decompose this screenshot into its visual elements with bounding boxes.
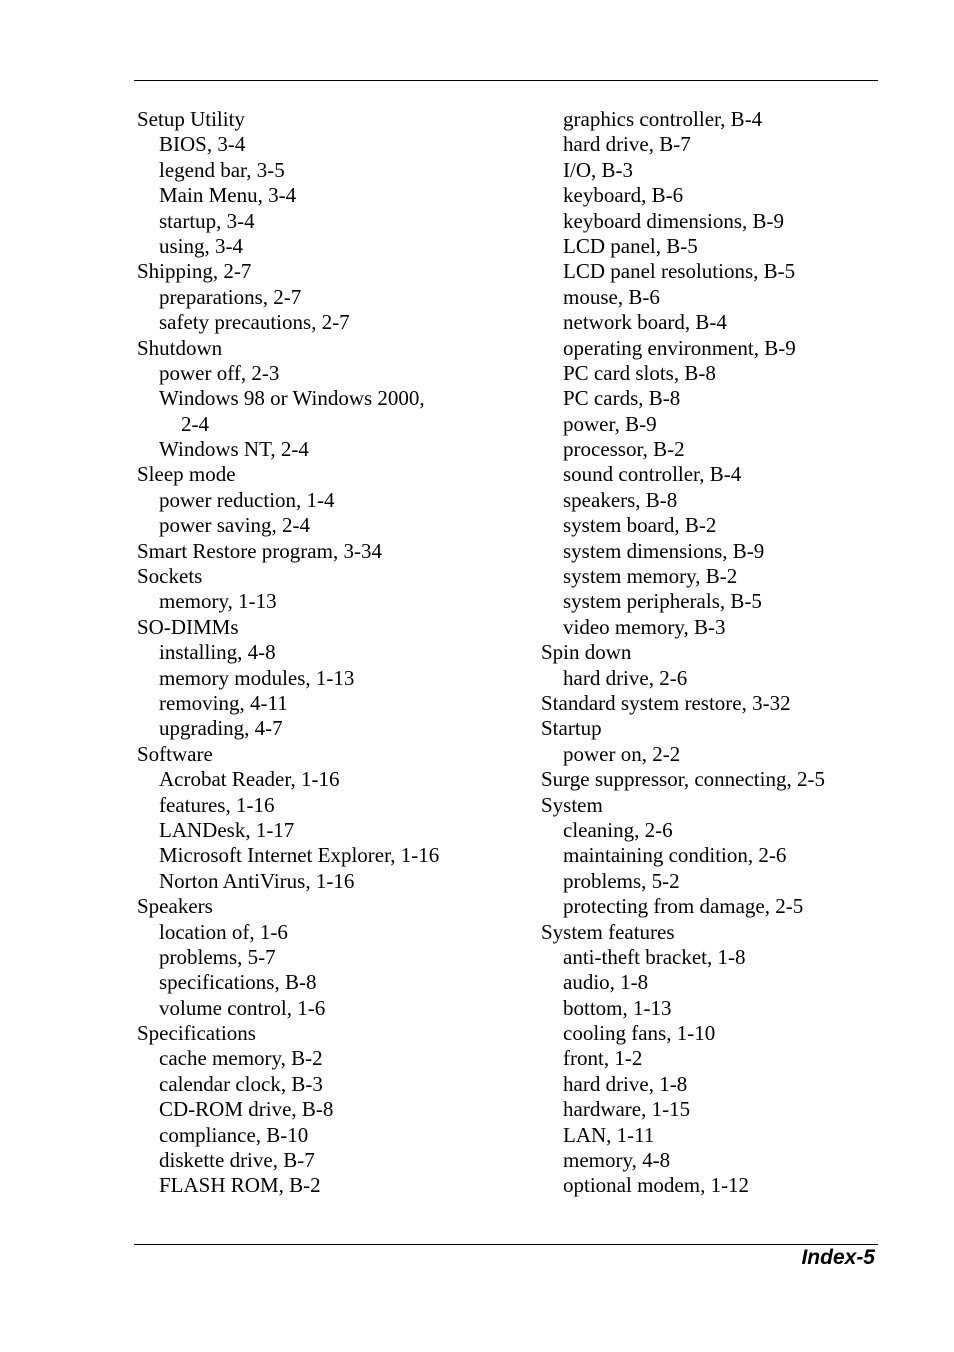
index-subentry: power saving, 2-4: [159, 513, 311, 538]
index-main-entry: Software: [137, 741, 213, 766]
index-column-right: [541, 107, 871, 1199]
index-subentry: features, 1-16: [159, 792, 275, 817]
index-subentry: Windows NT, 2-4: [159, 437, 309, 462]
index-main-entry: Shipping, 2-7: [137, 259, 252, 284]
index-subentry: removing, 4-11: [159, 690, 288, 715]
index-subentry: system memory, B-2: [563, 564, 738, 589]
index-subentry: I/O, B-3: [563, 157, 633, 182]
index-main-entry: Spin down: [541, 640, 632, 665]
index-subentry: upgrading, 4-7: [159, 716, 283, 741]
header-rule: [134, 80, 878, 81]
index-subentry: keyboard, B-6: [563, 183, 684, 208]
index-subentry: Microsoft Internet Explorer, 1-16: [159, 843, 440, 868]
index-subentry: calendar clock, B-3: [159, 1071, 323, 1096]
index-subentry: hard drive, 1-8: [563, 1071, 688, 1096]
index-subentry: network board, B-4: [563, 310, 727, 335]
index-subentry: front, 1-2: [563, 1046, 643, 1071]
index-subentry: maintaining condition, 2-6: [563, 843, 787, 868]
index-subentry: Windows 98 or Windows 2000,: [159, 386, 425, 411]
index-subentry: PC cards, B-8: [563, 386, 681, 411]
index-subentry: Main Menu, 3-4: [159, 183, 297, 208]
index-main-entry: Shutdown: [137, 335, 223, 360]
index-subentry: bottom, 1-13: [563, 995, 672, 1020]
index-subentry: specifications, B-8: [159, 970, 317, 995]
index-subentry: sound controller, B-4: [563, 462, 742, 487]
index-subentry: legend bar, 3-5: [159, 157, 285, 182]
index-subentry: memory, 4-8: [563, 1148, 671, 1173]
index-subentry: system dimensions, B-9: [563, 538, 765, 563]
index-subentry: PC card slots, B-8: [563, 360, 716, 385]
index-subentry: speakers, B-8: [563, 487, 678, 512]
index-subentry: CD-ROM drive, B-8: [159, 1097, 334, 1122]
index-subentry: processor, B-2: [563, 437, 685, 462]
index-subentry: memory, 1-13: [159, 589, 277, 614]
index-subentry: Norton AntiVirus, 1-16: [159, 868, 355, 893]
index-subentry: FLASH ROM, B-2: [159, 1173, 321, 1198]
index-main-entry: Smart Restore program, 3-34: [137, 538, 382, 563]
index-subentry: preparations, 2-7: [159, 284, 302, 309]
index-subentry: using, 3-4: [159, 233, 243, 258]
index-subentry: 2-4: [181, 411, 209, 436]
index-subentry: power on, 2-2: [563, 741, 681, 766]
index-subentry: LANDesk, 1-17: [159, 817, 295, 842]
index-subentry: protecting from damage, 2-5: [563, 894, 804, 919]
index-subentry: power, B-9: [563, 411, 657, 436]
index-subentry: BIOS, 3-4: [159, 132, 246, 157]
index-main-entry: System: [541, 792, 603, 817]
index-subentry: mouse, B-6: [563, 284, 660, 309]
index-subentry: startup, 3-4: [159, 208, 255, 233]
index-subentry: LCD panel, B-5: [563, 233, 698, 258]
index-main-entry: Surge suppressor, connecting, 2-5: [541, 767, 825, 792]
index-subentry: anti-theft bracket, 1-8: [563, 944, 746, 969]
index-subentry: cache memory, B-2: [159, 1046, 323, 1071]
index-subentry: memory modules, 1-13: [159, 665, 355, 690]
index-main-entry: Sleep mode: [137, 462, 236, 487]
index-main-entry: System features: [541, 919, 675, 944]
index-subentry: graphics controller, B-4: [563, 107, 763, 131]
index-subentry: diskette drive, B-7: [159, 1148, 315, 1173]
index-main-entry: SO-DIMMs: [137, 614, 239, 639]
index-subentry: video memory, B-3: [563, 614, 726, 639]
index-main-entry: Setup Utility: [137, 107, 245, 131]
index-subentry: LAN, 1-11: [563, 1122, 655, 1147]
index-column-left: [137, 107, 527, 1199]
index-subentry: compliance, B-10: [159, 1122, 309, 1147]
index-subentry: system peripherals, B-5: [563, 589, 762, 614]
footer-rule: [134, 1244, 878, 1245]
index-subentry: safety precautions, 2-7: [159, 310, 350, 335]
index-subentry: hardware, 1-15: [563, 1097, 691, 1122]
index-subentry: keyboard dimensions, B-9: [563, 208, 785, 233]
index-subentry: LCD panel resolutions, B-5: [563, 259, 796, 284]
index-subentry: volume control, 1-6: [159, 995, 326, 1020]
index-subentry: audio, 1-8: [563, 970, 649, 995]
index-subentry: location of, 1-6: [159, 919, 288, 944]
index-subentry: hard drive, B-7: [563, 132, 691, 157]
index-main-entry: Startup: [541, 716, 602, 741]
index-subentry: Acrobat Reader, 1-16: [159, 767, 340, 792]
index-subentry: power off, 2-3: [159, 360, 280, 385]
index-subentry: hard drive, 2-6: [563, 665, 688, 690]
index-subentry: optional modem, 1-12: [563, 1173, 750, 1198]
index-subentry: problems, 5-7: [159, 944, 276, 969]
index-subentry: cleaning, 2-6: [563, 817, 673, 842]
index-subentry: cooling fans, 1-10: [563, 1021, 716, 1046]
index-main-entry: Sockets: [137, 564, 203, 589]
index-subentry: system board, B-2: [563, 513, 717, 538]
index-main-entry: Speakers: [137, 894, 213, 919]
index-subentry: operating environment, B-9: [563, 335, 796, 360]
index-subentry: power reduction, 1-4: [159, 487, 335, 512]
index-subentry: problems, 5-2: [563, 868, 680, 893]
index-main-entry: Specifications: [137, 1021, 256, 1046]
index-subentry: installing, 4-8: [159, 640, 276, 665]
page-number: Index-5: [801, 1246, 875, 1269]
index-main-entry: Standard system restore, 3-32: [541, 690, 791, 715]
